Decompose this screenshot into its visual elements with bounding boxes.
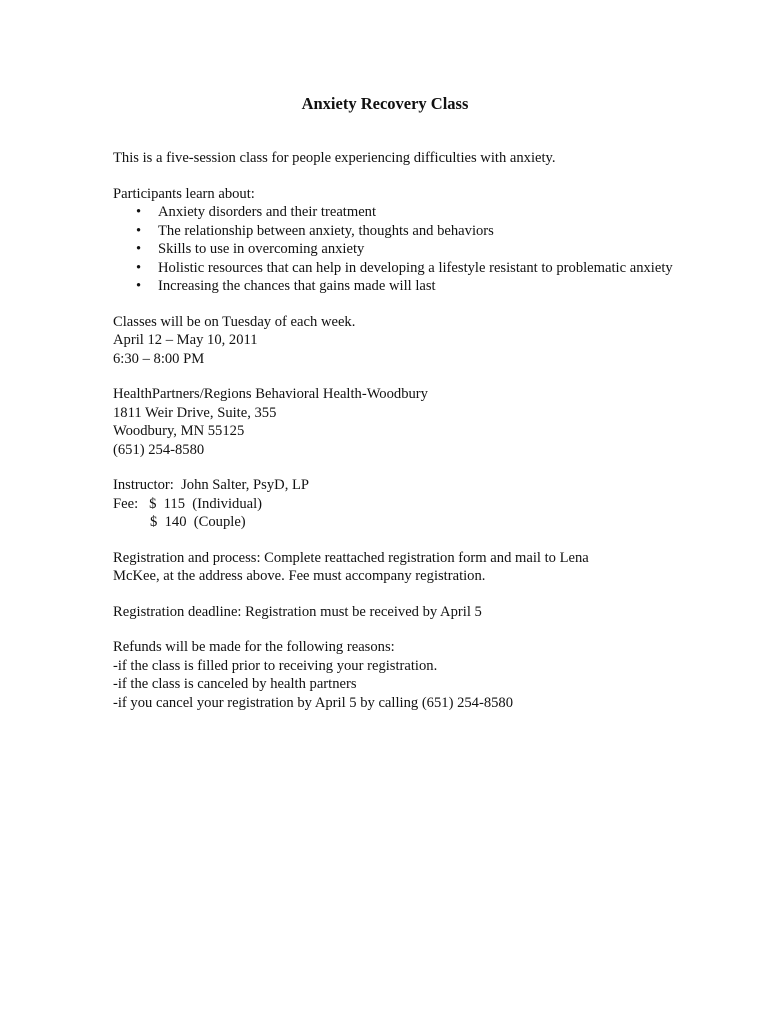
document-title: Anxiety Recovery Class (301, 94, 469, 113)
location-block (113, 385, 673, 459)
registration-deadline: Registration deadline: Registration must be received by April 5 (113, 603, 482, 620)
list-item-text: Increasing the chances that gains made will last (158, 278, 436, 294)
document-body (113, 149, 673, 712)
refund-reason: -if the class is canceled by health partners (113, 676, 357, 692)
bullet-icon: • (136, 222, 142, 239)
list-item-text: Anxiety disorders and their treatment (158, 204, 377, 220)
list-item (113, 222, 673, 241)
location-street: 1811 Weir Drive, Suite, 355 (113, 404, 277, 421)
bullet-icon: • (136, 241, 142, 257)
registration-process: Registration and process: Complete reattached registration form and mail to Lena McKee, at the address above. Fee must accompany registration. (113, 549, 589, 584)
location-name: HealthPartners/Regions Behavioral Health-Woodbury (113, 386, 428, 402)
learn-heading: Participants learn about: (113, 185, 255, 202)
instructor-fee-block (113, 476, 673, 532)
schedule-time: 6:30 – 8:00 PM (113, 350, 205, 367)
location-city: Woodbury, MN 55125 (113, 423, 245, 439)
list-item (113, 259, 673, 278)
intro-paragraph: This is a five-session class for people experiencing difficulties with anxiety. (113, 150, 556, 166)
refund-reason: -if the class is filled prior to receiving your registration. (113, 657, 438, 674)
bullet-icon: • (136, 204, 142, 220)
bullet-icon: • (136, 259, 142, 276)
schedule-dates: April 12 – May 10, 2011 (113, 332, 258, 348)
schedule-day: Classes will be on Tuesday of each week. (113, 313, 356, 330)
instructor-line: Instructor: John Salter, PsyD, LP (113, 477, 310, 493)
learn-list (113, 203, 673, 296)
list-item (113, 277, 673, 296)
list-item (113, 203, 673, 222)
location-phone: (651) 254-8580 (113, 441, 205, 458)
refund-reason: -if you cancel your registration by April 5 by calling (651) 254-8580 (113, 694, 514, 711)
bullet-icon: • (136, 278, 142, 294)
list-item-text: Skills to use in overcoming anxiety (158, 241, 365, 257)
list-item (113, 240, 673, 259)
refunds-block (113, 638, 673, 712)
list-item-text: Holistic resources that can help in developing a lifestyle resistant to problematic anxiety (158, 259, 673, 276)
list-item-text: The relationship between anxiety, thoughts and behaviors (158, 222, 494, 239)
schedule-block (113, 313, 673, 369)
refunds-heading: Refunds will be made for the following reasons: (113, 639, 395, 655)
fee-individual: Fee: $ 115 (Individual) (113, 495, 263, 512)
fee-couple: $ 140 (Couple) (150, 514, 246, 530)
